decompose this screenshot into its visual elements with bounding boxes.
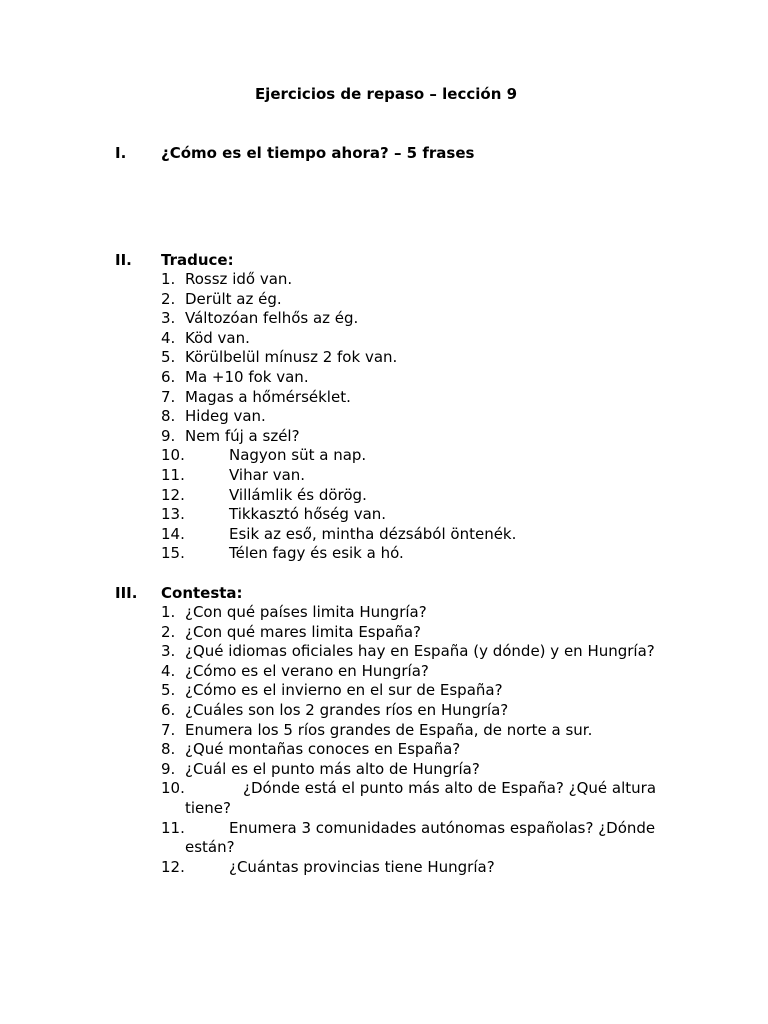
item-text: Körülbelül mínusz 2 fok van.: [185, 348, 398, 367]
list-item: [161, 603, 681, 623]
item-number: 4.: [161, 328, 176, 347]
item-text: Ma +10 fok van.: [185, 367, 309, 386]
item-number: 4.: [161, 661, 176, 680]
list-item: [161, 623, 681, 643]
list-item: [161, 760, 681, 780]
item-text: ¿Cuál es el punto más alto de Hungría?: [185, 759, 480, 778]
list-item: [161, 858, 681, 878]
item-text: Tikkasztó hőség van.: [229, 505, 387, 524]
item-text: ¿Con qué países limita Hungría?: [185, 603, 427, 621]
list-item: [161, 721, 681, 741]
item-number: 3.: [161, 309, 176, 328]
list-item: [161, 348, 681, 368]
item-number: 9.: [161, 759, 176, 778]
item-text: Változóan felhős az ég.: [185, 309, 359, 328]
item-text: Vihar van.: [229, 465, 306, 484]
item-number: 2.: [161, 289, 176, 308]
item-text: Köd van.: [185, 328, 250, 347]
item-number: 1.: [161, 603, 176, 621]
section-1-number: I.: [115, 144, 127, 162]
list-item: [161, 446, 681, 466]
list-item: [161, 505, 681, 525]
item-number: 6.: [161, 700, 176, 719]
list-item: [161, 329, 681, 349]
list-item: [161, 544, 681, 564]
item-number: 1.: [161, 270, 176, 288]
item-number: 12.: [161, 857, 185, 876]
section-1-heading: ¿Cómo es el tiempo ahora? – 5 frases: [161, 144, 475, 162]
page-title: Ejercicios de repaso – lección 9: [254, 85, 518, 103]
item-text: Enumera 3 comunidades autónomas españolas? ¿Dónde: [229, 818, 656, 837]
section-3-heading: Contesta:: [161, 584, 243, 602]
list-item: [161, 466, 681, 486]
item-number: 7.: [161, 720, 176, 739]
list-item: [161, 427, 681, 447]
item-number: 15.: [161, 544, 185, 563]
item-text: Esik az eső, mintha dézsából öntenék.: [229, 524, 517, 543]
item-text: Rossz idő van.: [185, 270, 293, 288]
item-number: 7.: [161, 387, 176, 406]
item-text: Nagyon süt a nap.: [229, 446, 367, 465]
item-text: ¿Qué idiomas oficiales hay en España (y dónde) y en Hungría?: [185, 642, 655, 661]
item-number: 8.: [161, 407, 176, 426]
section-2-heading: Traduce:: [161, 251, 234, 269]
section-2-number: II.: [115, 251, 132, 269]
item-text: Télen fagy és esik a hó.: [229, 544, 404, 563]
item-number: 9.: [161, 426, 176, 445]
item-text: Derült az ég.: [185, 289, 282, 308]
item-text: ¿Cuántas provincias tiene Hungría?: [229, 857, 495, 876]
list-item: [161, 662, 681, 682]
item-number: 12.: [161, 485, 185, 504]
list-item: [161, 407, 681, 427]
list-item: [161, 642, 681, 662]
list-item: [161, 681, 681, 701]
item-number: 3.: [161, 642, 176, 661]
list-item: [161, 309, 681, 329]
item-text: ¿Qué montañas conoces en España?: [185, 740, 461, 759]
item-text: Nem fúj a szél?: [185, 426, 300, 445]
item-number: 13.: [161, 505, 185, 524]
section-3-number: III.: [115, 584, 138, 602]
list-item: [161, 819, 681, 858]
questions-list: [161, 603, 681, 877]
list-item: [161, 701, 681, 721]
list-item: [161, 368, 681, 388]
list-item: [161, 740, 681, 760]
item-text: ¿Cómo es el invierno en el sur de España?: [185, 681, 503, 700]
item-number: 6.: [161, 367, 176, 386]
item-number: 2.: [161, 622, 176, 641]
item-text: ¿Cuáles son los 2 grandes ríos en Hungría?: [185, 700, 509, 719]
item-number: 11.: [161, 818, 185, 837]
item-text: ¿Con qué mares limita España?: [185, 622, 421, 641]
item-text: Magas a hőmérséklet.: [185, 387, 351, 406]
item-text: Villámlik és dörög.: [229, 485, 367, 504]
item-text: Enumera los 5 ríos grandes de España, de norte a sur.: [185, 720, 593, 739]
item-number: 8.: [161, 740, 176, 759]
item-text-continuation: están?: [185, 838, 235, 857]
list-item: [161, 486, 681, 506]
item-number: 14.: [161, 524, 185, 543]
item-number: 5.: [161, 348, 176, 367]
item-text: ¿Cómo es el verano en Hungría?: [185, 661, 429, 680]
item-number: 5.: [161, 681, 176, 700]
item-text-continuation: tiene?: [185, 798, 231, 817]
list-item: [161, 525, 681, 545]
translate-list: [161, 270, 681, 564]
item-number: 11.: [161, 465, 185, 484]
item-text: Hideg van.: [185, 407, 266, 426]
list-item: [161, 779, 681, 818]
list-item: [161, 388, 681, 408]
list-item: [161, 270, 681, 290]
item-text: ¿Dónde está el punto más alto de España? ¿Qué altura: [243, 779, 657, 798]
list-item: [161, 290, 681, 310]
item-number: 10.: [161, 779, 185, 798]
item-number: 10.: [161, 446, 185, 465]
